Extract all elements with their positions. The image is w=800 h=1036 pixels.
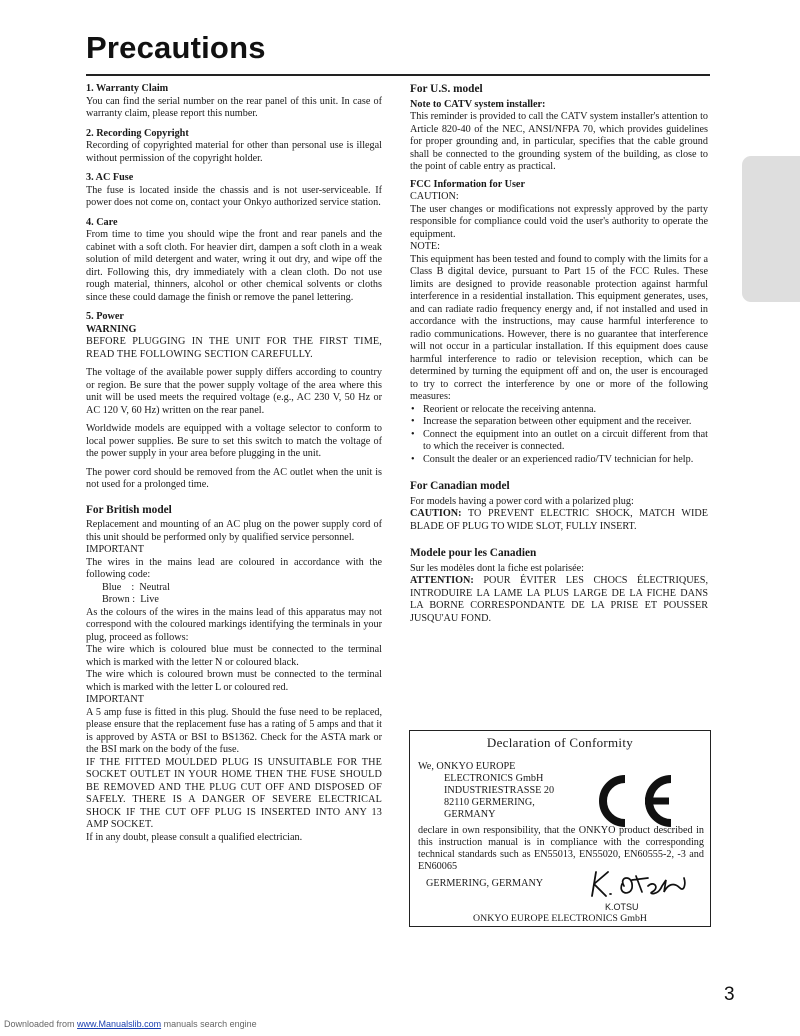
page-number: 3 <box>724 984 735 1005</box>
declaration-text: declare in own responsibility, that the ONKYO product described in this instruction manual is in compliance with the corresponding technical standards such as EN55013, EN55020, EN60555-2, -3 and EN60065 <box>418 825 704 872</box>
care-heading: 4. Care <box>86 216 118 228</box>
catv-text: This reminder is provided to call the CATV system installer's attention to Article 820-40 of the NEC, ANSI/NFPA 70, which provides guidelines for proper grounding and, in particular, specifies that the cable ground shall be connected to the grounding system of the building, as close to the point of cable entry as practical. <box>410 111 708 172</box>
british-intro: Replacement and mounting of an AC plug on the power supply cord of this unit should be performed only by qualified service personnel. <box>86 519 382 543</box>
footer-link[interactable]: www.Manualslib.com <box>77 1019 162 1029</box>
warranty-text: You can find the serial number on the rear panel of this unit. In case of warranty claim, please report this number. <box>86 95 382 119</box>
list-item: • Connect the equipment into an outlet on a circuit different from that to which the receiver is connected. <box>410 429 708 454</box>
ce-mark-icon <box>585 771 679 831</box>
fcc-note-label: NOTE: <box>410 241 440 252</box>
warranty-heading: 1. Warranty Claim <box>86 83 169 94</box>
fcc-heading: FCC Information for User <box>410 178 525 190</box>
power-warning-label: WARNING <box>86 323 137 335</box>
copyright-text: Recording of copyrighted material for other than personal use is illegal without permission of the copyright holder. <box>86 140 382 164</box>
wire-brown: Brown : Live <box>102 594 159 605</box>
declaration-company: ONKYO EUROPE ELECTRONICS GmbH <box>473 913 647 924</box>
fuse-heading: 3. AC Fuse <box>86 172 134 183</box>
list-item: • Increase the separation between other equipment and the receiver. <box>410 416 708 429</box>
declaration-address <box>418 761 588 821</box>
list-item: • Reorient or relocate the receiving antenna. <box>410 404 708 417</box>
canadian-text: For models having a power cord with a polarized plug: <box>410 495 634 507</box>
page-title: Precautions <box>86 30 266 65</box>
attention-text-block <box>410 575 708 625</box>
british-model-heading: For British model <box>86 503 172 516</box>
canadian-caution-text: TO PREVENT ELECTRIC SHOCK, MATCH WIDE BLADE OF PLUG TO WIDE SLOT, FULLY INSERT. <box>410 508 708 532</box>
power-selector-text: Worldwide models are equipped with a voltage selector to conform to local power supplies. Be sure to set this switch to match the voltage of the power supply in your area before plugging in the unit. <box>86 423 382 459</box>
declaration-place: GERMERING, GERMANY <box>426 878 544 889</box>
copyright-heading: 2. Recording Copyright <box>86 127 189 139</box>
electrician-text: If in any doubt, please consult a qualified electrician. <box>86 831 303 843</box>
power-cord-text: The power cord should be removed from the AC outlet when the unit is not used for a prolonged time. <box>86 466 382 490</box>
wire-blue: Blue : Neutral <box>102 581 170 593</box>
attention-label: ATTENTION: <box>410 575 474 586</box>
fcc-caution-label: CAUTION: <box>410 191 459 202</box>
important-label-1: IMPORTANT <box>86 544 144 555</box>
modele-canadien-text: Sur les modèles dont la fiche est polarisée: <box>410 562 584 574</box>
moulded-plug-warning: IF THE FITTED MOULDED PLUG IS UNSUITABLE FOR THE SOCKET OUTLET IN YOUR HOME THEN THE FUSE SHOULD BE REMOVED AND THE PLUG CUT OFF AND DISPOSED OF SAFELY. THERE IS A DANGER OF SEVERE ELECTRICAL SHOCK IF THE CUT OFF PLUG IS INSERTED INTO ANY 13 AMP SOCKET. <box>86 756 382 830</box>
list-item: • Consult the dealer or an experienced radio/TV technician for help. <box>410 454 708 467</box>
declaration-we: We, ONKYO EUROPE <box>418 761 516 772</box>
power-heading: 5. Power <box>86 311 124 322</box>
power-voltage-text: The voltage of the available power supply differs according to country or region. Be sure that the power supply voltage of the area where this unit will be used meets the required voltage (e.g., AC 230 V, 50 Hz or AC 120 V, 60 Hz) written on the rear panel. <box>86 367 382 416</box>
right-column <box>410 83 708 625</box>
wires-text-3: The wire which is coloured brown must be connected to the terminal which is marked with the letter L or coloured red. <box>86 669 382 693</box>
declaration-title: Declaration of Conformity <box>486 735 634 750</box>
declaration-signer: K.OTSU <box>605 902 639 912</box>
footer <box>4 1019 257 1029</box>
address-line: ELECTRONICS GmbH <box>444 773 544 784</box>
address-line: GERMANY <box>444 809 496 820</box>
important-label-2: IMPORTANT <box>86 694 144 705</box>
fuse-replace-text: A 5 amp fuse is fitted in this plug. Should the fuse need to be replaced, please ensure that the replacement fuse has a rating of 5 amps and that it is approved by ASTA or BSI to BS1362. Check for the ASTA mark or the BSI mark on the body of the fuse. <box>86 706 382 755</box>
wires-intro: The wires in the mains lead are coloured in accordance with the following code: <box>86 556 382 580</box>
wires-text-1: As the colours of the wires in the mains lead of this apparatus may not correspond with the coloured markings identifying the terminals in your plug, proceed as follows: <box>86 606 382 643</box>
side-tab <box>742 156 800 302</box>
us-model-heading: For U.S. model <box>410 83 483 95</box>
declaration-box <box>409 730 711 927</box>
fcc-note-text: This equipment has been tested and found to comply with the limits for a Class B digital device, pursuant to Part 15 of the FCC Rules. These limits are designed to provide reasonable protection against harmful interference in a residential installation. This equipment generates, uses, and can radiate radio frequency energy and, if not installed and used in accordance with the instructions, may cause harmful interference to radio communications. However, there is no guarantee that interference will not occur in a particular installation. If this equipment does cause harmful interference to radio or television reception, which can be determined by turning the equipment off and on, the user is encouraged to try to correct the interference by one or more of the following measures: <box>410 253 708 402</box>
wires-text-2: The wire which is coloured blue must be connected to the terminal which is marked with the letter N or coloured black. <box>86 644 382 668</box>
fuse-text: The fuse is located inside the chassis and is not user-serviceable. If power does not come on, contact your Onkyo authorized service station. <box>86 184 382 208</box>
address-line: INDUSTRIESTRASSE 20 <box>444 785 555 796</box>
signature-icon <box>588 866 688 900</box>
canadian-model-heading: For Canadian model <box>410 480 510 492</box>
address-line: 82110 GERMERING, <box>444 797 535 808</box>
canadian-caution <box>410 508 708 533</box>
canadian-caution-label: CAUTION: <box>410 508 462 519</box>
footer-suffix: manuals search engine <box>161 1019 257 1029</box>
modele-canadien-heading: Modele pour les Canadien <box>410 547 537 559</box>
catv-heading: Note to CATV system installer: <box>410 98 546 110</box>
footer-prefix: Downloaded from <box>4 1019 78 1029</box>
left-column <box>86 83 382 844</box>
power-warning-text: BEFORE PLUGGING IN THE UNIT FOR THE FIRST TIME, READ THE FOLLOWING SECTION CAREFULLY. <box>86 336 382 360</box>
attention-text: POUR ÉVITER LES CHOCS ÉLECTRIQUES, INTRODUIRE LA LAME LA PLUS LARGE DE LA FICHE DANS LA BORNE CORRESPONDANTE DE LA PRISE ET POUSSER JUSQU'AU FOND. <box>410 575 708 624</box>
title-rule <box>86 74 710 76</box>
fcc-measures-list <box>410 404 708 467</box>
fcc-caution-text: The user changes or modifications not expressly approved by the party responsible for compliance could void the user's authority to operate the equipment. <box>410 203 708 240</box>
care-text: From time to time you should wipe the front and rear panels and the cabinet with a soft cloth. For heavier dirt, dampen a soft cloth in a weak solution of mild detergent and water, wring it out dry, and wipe off the dirt. Following this, dry immediately with a clean cloth. Do not use rough material, thinners, alcohol or other chemical solvents or cloths since these could damage the finish or remove the panel lettering. <box>86 229 382 303</box>
